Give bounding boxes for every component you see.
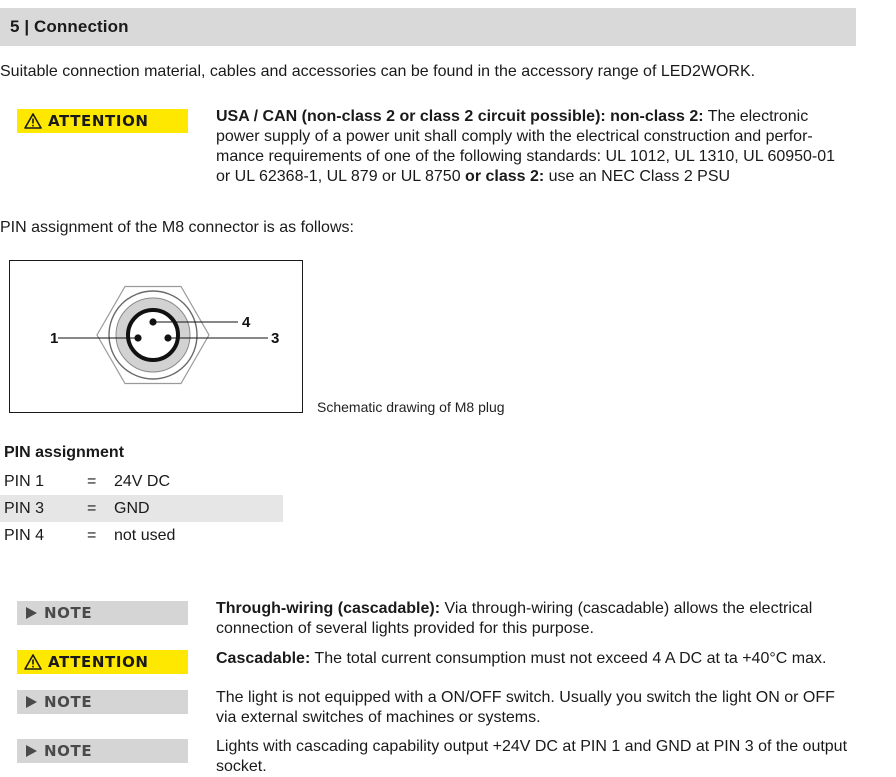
pin-name: PIN 1: [4, 472, 45, 490]
pin-table-row: [0, 522, 283, 549]
section-title: 5 | Connection: [10, 17, 129, 36]
pin-value: GND: [114, 499, 150, 517]
pin-table-title: PIN assignment: [4, 444, 125, 461]
attention-text-1: The electronic power supply of a power unit shall comply with the electrical construction and perfor-mance requirements of one of the following standards: UL 1012, UL 1310, UL 60950-01 or UL 62368-1, UL 879 or UL 8750: [216, 108, 836, 185]
attention-text: [216, 107, 848, 187]
attention-bold-lead: USA / CAN (non-class 2 or class 2 circuit possible): non-class 2:: [216, 108, 704, 125]
note-badge: [17, 690, 188, 714]
pin-value: 24V DC: [114, 472, 171, 490]
pin-equals: =: [87, 472, 97, 490]
play-triangle-icon: [24, 744, 38, 758]
pin-label-4: 4: [242, 314, 251, 331]
attention-badge: [17, 109, 188, 133]
note-bold: Through-wiring (cascadable):: [216, 600, 441, 617]
pin-label-3: 3: [271, 330, 280, 347]
pin-equals: =: [87, 526, 97, 544]
attention-text-2: use an NEC Class 2 PSU: [544, 168, 731, 185]
note-body: Via through-wiring (cascadable) allows the electrical connection of several lights provided for this purpose.: [216, 600, 813, 637]
pin-equals: =: [87, 499, 97, 517]
note-badge-label: NOTE: [44, 742, 93, 760]
section-header: [0, 8, 856, 46]
note-body: The light is not equipped with a ON/OFF switch. Usually you switch the light ON or OFF via external switches of machines or systems.: [216, 689, 835, 726]
attention-badge: [17, 650, 188, 674]
note-badge-label: NOTE: [44, 604, 93, 622]
m8-plug-diagram: [9, 260, 303, 413]
pin-name: PIN 4: [4, 526, 45, 544]
note-badge-label: NOTE: [44, 693, 93, 711]
pin-intro-text: PIN assignment of the M8 connector is as follows:: [0, 219, 354, 236]
diagram-caption: Schematic drawing of M8 plug: [317, 399, 505, 415]
note-text: [216, 599, 848, 639]
note-badge: [17, 739, 188, 763]
pin-table-row: [0, 495, 283, 522]
attention-bold-mid: or class 2:: [465, 168, 545, 185]
intro-text: Suitable connection material, cables and accessories can be found in the accessory range of LED2WORK.: [0, 63, 756, 80]
attention-text: [216, 649, 848, 669]
note-body: Lights with cascading capability output +24V DC at PIN 1 and GND at PIN 3 of the output socket.: [216, 738, 848, 775]
attention-badge-label: ATTENTION: [48, 112, 149, 130]
note-text: [216, 737, 848, 777]
pin-table-row: [0, 468, 283, 495]
m8-plug-drawing: [10, 261, 302, 412]
attention-bold: Cascadable:: [216, 650, 311, 667]
play-triangle-icon: [24, 606, 38, 620]
pin-value: not used: [114, 526, 176, 544]
attention-body: The total current consumption must not exceed 4 A DC at ta +40°C max.: [310, 650, 827, 667]
play-triangle-icon: [24, 695, 38, 709]
note-text: [216, 688, 848, 728]
attention-badge-label: ATTENTION: [48, 653, 149, 671]
warning-triangle-icon: [24, 113, 42, 129]
pin-label-1: 1: [50, 330, 59, 347]
warning-triangle-icon: [24, 654, 42, 670]
pin-name: PIN 3: [4, 499, 45, 517]
note-badge: [17, 601, 188, 625]
